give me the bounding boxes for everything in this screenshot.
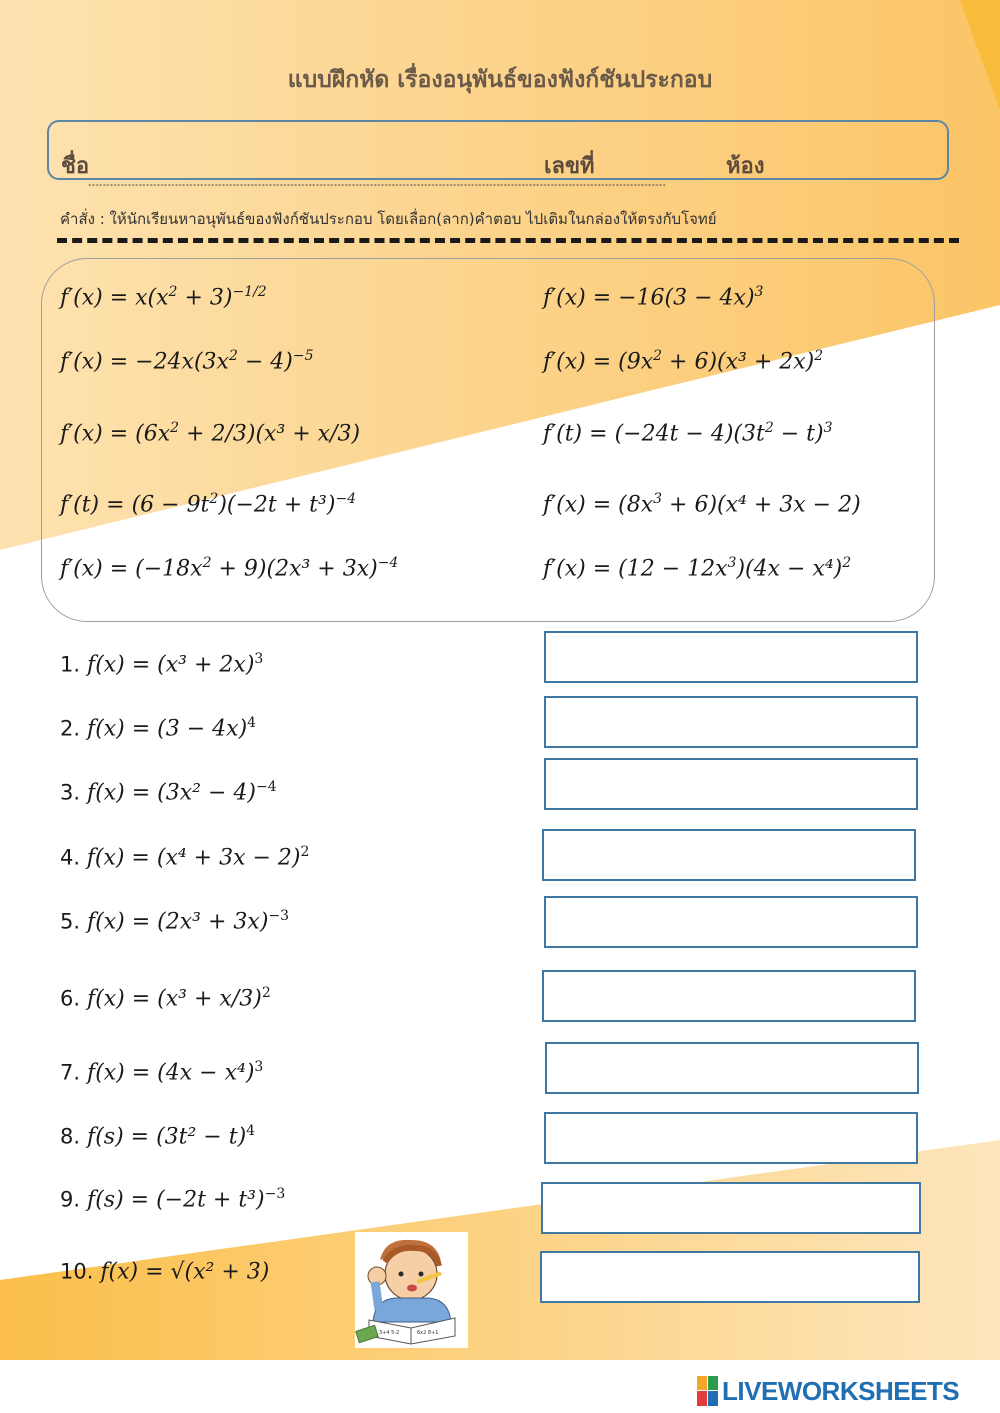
answer-box-3[interactable]: [544, 758, 918, 810]
answer-option[interactable]: $f'(x) = x(x^2 + 3)^{-1/2}$: [60, 284, 267, 311]
answer-box-5[interactable]: [544, 896, 918, 948]
answer-box-7[interactable]: [545, 1042, 919, 1094]
question-9: 9. $f(s) = (-2t + t^3)^{-3}$: [60, 1186, 286, 1213]
star-divider: ****************************************************************************************************************************************************************: [88, 184, 666, 189]
question-4: 4. $f(x) = (x^4 + 3x - 2)^2$: [60, 844, 310, 871]
question-1: 1. $f(x) = (x^3 + 2x)^3$: [60, 651, 264, 678]
question-10: 10. f(x) = √(x² + 3): [60, 1259, 270, 1285]
room-label: ห้อง: [726, 154, 765, 179]
number-label: เลขที่: [544, 154, 595, 179]
answer-option[interactable]: $f'(x) = (6x^2 + 2/3)(x^3 + x/3)$: [60, 420, 361, 447]
liveworksheets-logo: [697, 1376, 959, 1406]
answer-option[interactable]: $f'(x) = (12 - 12x^3)(4x - x^4)^2$: [543, 555, 852, 582]
question-8: 8. $f(s) = (3t^2 - t)^4$: [60, 1123, 256, 1150]
student-info-box: [47, 120, 949, 180]
svg-text:6x2 8+1: 6x2 8+1: [417, 1330, 439, 1336]
answer-option[interactable]: $f'(x) = -16(3 - 4x)^3$: [543, 284, 764, 311]
answer-option[interactable]: $f'(x) = (-18x^2 + 9)(2x^3 + 3x)^{-4}$: [60, 555, 399, 582]
answer-box-2[interactable]: [544, 696, 918, 748]
instruction-text: คำสั่ง : ให้นักเรียนหาอนุพันธ์ของฟังก์ชันประกอบ โดยเลื่อก(ลาก)คำตอบ ไปเติมในกล่องให้ตรงกับโจทย์: [60, 210, 717, 228]
student-thinking-clipart: [355, 1232, 468, 1348]
answer-box-9[interactable]: [541, 1182, 921, 1234]
answer-box-8[interactable]: [544, 1112, 918, 1164]
question-3: 3. $f(x) = (3x^2 - 4)^{-4}$: [60, 779, 277, 806]
svg-text:3+4 5-2: 3+4 5-2: [379, 1330, 400, 1336]
answer-option[interactable]: $f'(t) = (-24t - 4)(3t^2 - t)^3$: [543, 420, 833, 447]
answer-option[interactable]: $f'(x) = -24x(3x^2 - 4)^{-5}$: [60, 348, 314, 375]
name-label: ชื่อ: [61, 154, 90, 179]
answer-option[interactable]: $f'(x) = (8x^3 + 6)(x^4 + 3x - 2)$: [543, 491, 861, 518]
answer-option[interactable]: $f'(x) = (9x^2 + 6)(x^3 + 2x)^2$: [543, 348, 824, 375]
answer-box-1[interactable]: [544, 631, 918, 683]
answer-box-10[interactable]: [540, 1251, 920, 1303]
question-7: 7. $f(x) = (4x - x^4)^3$: [60, 1059, 264, 1086]
question-5: 5. $f(x) = (2x^3 + 3x)^{-3}$: [60, 908, 290, 935]
dashed-divider: [57, 238, 959, 243]
answer-option[interactable]: $f'(t) = (6 - 9t^2)(-2t + t^3)^{-4}$: [60, 491, 357, 518]
question-6: 6. $f(x) = (x^3 + x/3)^2$: [60, 985, 271, 1012]
answer-box-6[interactable]: [542, 970, 916, 1022]
logo-text: LIVEWORKSHEETS: [722, 1375, 960, 1406]
question-2: 2. $f(x) = (3 - 4x)^4$: [60, 715, 257, 742]
worksheet-title: แบบฝึกหัด เรื่องอนุพันธ์ของฟังก์ชันประกอบ: [287, 67, 713, 93]
answer-box-4[interactable]: [542, 829, 916, 881]
liveworksheets-logo-icon: [697, 1376, 719, 1406]
